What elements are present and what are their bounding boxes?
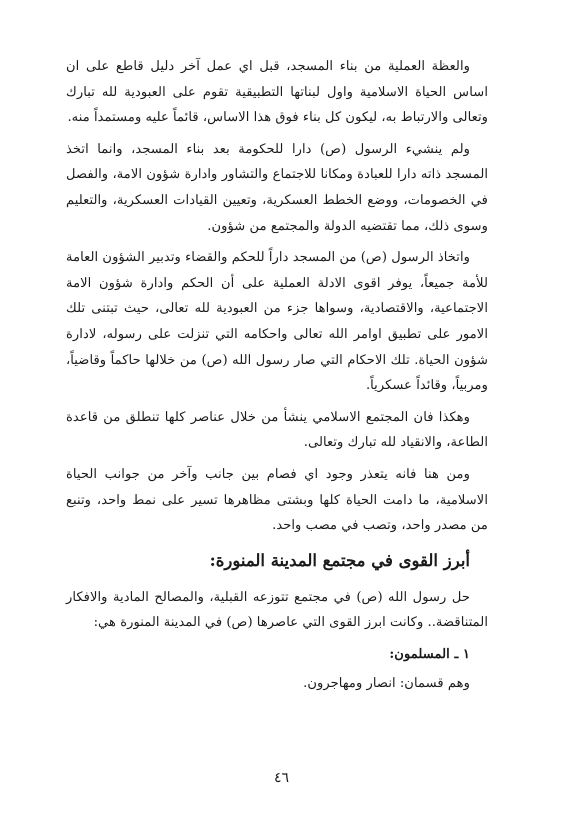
- page-body: [66, 54, 488, 703]
- subheading-muslims: ١ ـ المسلمون:: [389, 646, 470, 662]
- section-heading: أبرز القوى في مجتمع المدينة المنورة:: [209, 550, 470, 570]
- paragraph-two-groups: وهم قسمان: انصار ومهاجرون.: [303, 676, 470, 692]
- paragraph-no-separation: ومن هنا فانه يتعذر وجود اي فصام بين جانب وآخر من جوانب الحياة الاسلامية، ما دامت الحياة كلها وبشتى مظاهرها تسير على نمط واحد، وتنبع من مصدر واحد، وتصب في مصب واحد.: [66, 466, 488, 534]
- paragraph-mosque-as-government: ولم ينشيء الرسول (ص) دارا للحكومة بعد بناء المسجد، وانما اتخذ المسجد ذاته دارا للعبادة ومكانا للاجتماع والتشاور وادارة شؤون الامة، والفصل في الخصومات، ووضع الخطط العسكرية، وتعيين القيادات العسكرية، والتعليم وسوى ذلك، مما تقتضيه الدولة والمجتمع من شؤون.: [66, 141, 488, 234]
- paragraph-medina-forces: حل رسول الله (ص) في مجتمع تتوزعه القبلية، والمصالح المادية والافكار المتناقضة.. وكانت ابرز القوى التي عاصرها (ص) في المدينة المنورة هي:: [66, 589, 488, 631]
- paragraph-mosque-lesson: والعظة العملية من بناء المسجد، قبل اي عمل آخر دليل قاطع على ان اساس الحياة الاسلامية واول لبناتها التطبيقية تقوم على العبودية لله تبارك وتعالى والارتباط به، ليكون كل بناء فوق هذا الاساس، قائماً عليه ومستمداً منه.: [66, 59, 488, 126]
- page-number: ٤٦: [273, 770, 290, 786]
- paragraph-mosque-as-court: واتخاذ الرسول (ص) من المسجد داراً للحكم والقضاء وتدبير الشؤون العامة للأمة جميعاً، يوفر اقوى الادلة العملية على أن الحكم وادارة شؤون الامة الاجتماعية، والاقتصادية، وسواها جزء من العبودية لله تعالى، حيث تبتنى تلك الامور على تطبيق اوامر الله تعالى واحكامه التي تنزلت على رسوله، لادارة شؤون الحياة. تلك الاحكام التي صار رسول الله (ص) من خلالها حاكماً وقاضياً، ومربياً، وقائداً عسكرياً.: [66, 250, 488, 394]
- paragraph-islamic-society: وهكذا فان المجتمع الاسلامي ينشأ من خلال عناصر كلها تنطلق من قاعدة الطاعة، والانقياد لله تبارك وتعالى.: [66, 409, 488, 451]
